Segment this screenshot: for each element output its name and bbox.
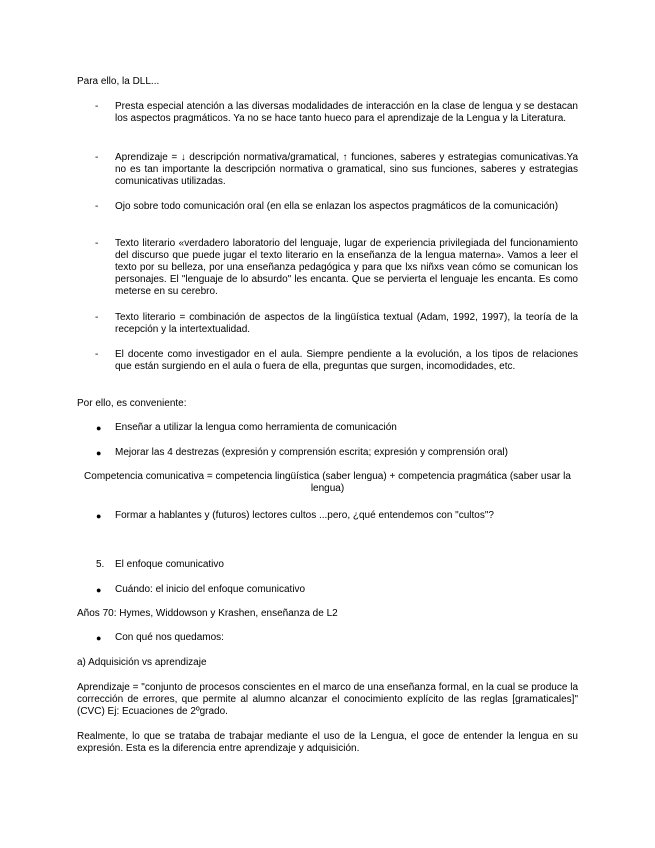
bullet-marker: ● [96, 511, 102, 521]
bullet-marker: ● [96, 633, 102, 643]
dash-marker: - [95, 312, 99, 323]
dash-list-item [77, 349, 578, 385]
intro-line: Para ello, la DLL... [77, 76, 160, 87]
years-line: Años 70: Hymes, Widdowson y Krashen, enseñanza de L2 [77, 608, 338, 619]
dash-marker: - [95, 101, 99, 112]
dash-item-text: Texto literario «verdadero laboratorio del lenguaje, lugar de experiencia privilegiada del funcionamiento del discurso que puede jugar el texto literario en la enseñanza de la lengua materna». Vamos a leer el texto por su belleza, por una enseñanza pedagógica y para que lxs niñxs vean cómo se comunican los personajes. El "lenguaje de lo absurdo" les encanta. Que se pervierta el lenguaje les encanta. Es como meterse en su cerebro. [115, 238, 578, 297]
bullet-item-text: Con qué nos quedamos: [115, 632, 224, 643]
final-paragraph: Realmente, lo que se trataba de trabajar mediante el uso de la Lengua, el goce de entender la lengua en su expresión. Esta es la diferencia entre aprendizaje y adquisición. [77, 731, 578, 754]
bullet-marker: ● [96, 448, 102, 458]
dash-list-item [77, 152, 578, 188]
dash-item-text: Ojo sobre todo comunicación oral (en ella se enlazan los aspectos pragmáticos de la comunicación) [115, 201, 559, 212]
dash-marker: - [95, 238, 99, 249]
bullet-marker: ● [96, 423, 102, 433]
dash-list-item [77, 201, 578, 225]
dash-marker: - [95, 201, 99, 212]
dash-item-text: El docente como investigador en el aula. Siempre pendiente a la evolución, a los tipos de relaciones que están surgiendo en el aula o fuera de ella, preguntas que surgen, incomodidades, etc. [115, 349, 578, 372]
conclusion-intro: Por ello, es conveniente: [77, 398, 187, 409]
bullet-item-text: Cuándo: el inicio del enfoque comunicativo [115, 584, 306, 595]
section-title: El enfoque comunicativo [115, 559, 224, 570]
bullet-item-text: Mejorar las 4 destrezas (expresión y comprensión escrita; expresión y comprensión oral) [115, 447, 508, 458]
dash-item-text: Texto literario = combinación de aspectos de la lingüística textual (Adam, 1992, 1997), la teoría de la recepción y la intertextualidad. [115, 312, 578, 335]
dash-list-item [77, 238, 578, 298]
competence-formula: Competencia comunicativa = competencia lingüística (saber lengua) + competencia pragmática (saber usar la lengua) [84, 471, 571, 494]
dash-item-text: Presta especial atención a las diversas modalidades de interacción en la clase de lengua y se destacan los aspectos pragmáticos. Ya no se hace tanto hueco para el aprendizaje de la Lengua y la Literatura. [115, 101, 578, 124]
definition-paragraph: Aprendizaje = "conjunto de procesos conscientes en el marco de una enseñanza formal, en la cual se produce la corrección de errores, que permite al alumno alcanzar el conocimiento explícito de las reglas [gramaticales]" (CVC) Ej: Ecuaciones de 2ºgrado. [77, 682, 578, 717]
dash-list-item [77, 101, 578, 137]
dash-marker: - [95, 349, 99, 360]
bullet-marker: ● [96, 585, 102, 595]
bullet-item-text: Formar a hablantes y (futuros) lectores cultos ...pero, ¿qué entendemos con "cultos"? [115, 510, 494, 521]
dash-marker: - [95, 152, 99, 163]
bullet-item-text: Enseñar a utilizar la lengua como herramienta de comunicación [115, 422, 397, 433]
dash-item-text: Aprendizaje = ↓ descripción normativa/gramatical, ↑ funciones, saberes y estrategias comunicativas.Ya no es tan importante la descripción normativa o gramatical, sino sus funciones, saberes y estrategias comunicativas utilizadas. [115, 152, 578, 187]
dash-list-item [77, 312, 578, 336]
section-number: 5. [96, 559, 105, 570]
subheading-a: a) Adquisición vs aprendizaje [77, 657, 207, 668]
